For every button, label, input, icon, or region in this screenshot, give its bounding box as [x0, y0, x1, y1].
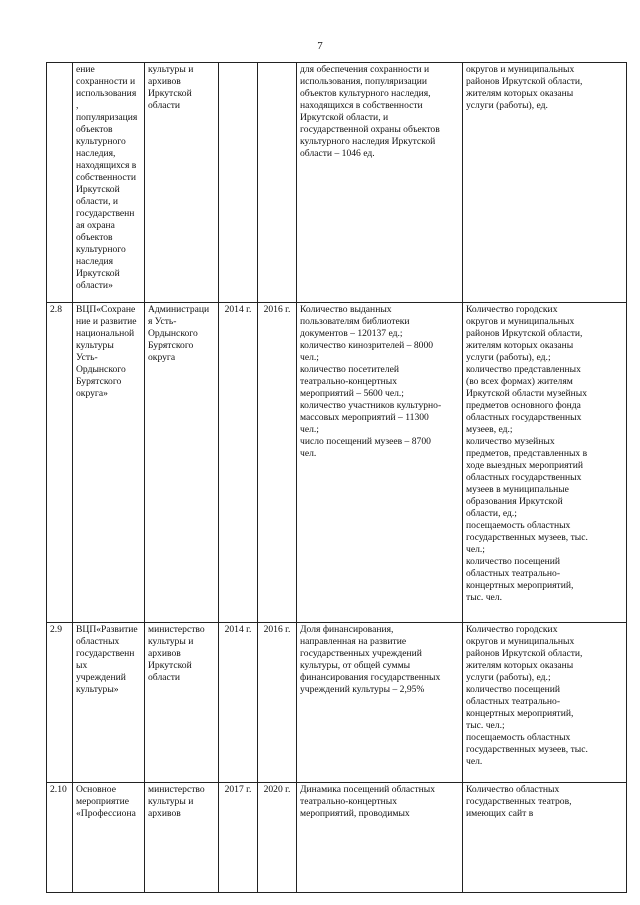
event-name-cell: ВЦП«Сохране ние и развитие национальной культуры Усть- Ордынского Бурятского округа»: [73, 303, 145, 623]
end-year-cell: 2020 г.: [258, 783, 297, 893]
event-name-cell: ВЦП«Развитие областных государственн ых учреждений культуры»: [73, 623, 145, 783]
start-year-cell: 2014 г.: [219, 303, 258, 623]
result-cell: Доля финансирования, направленная на развитие государственных учреждений культуры, от общей суммы финансирования государственных учреждений культуры – 2,95%: [297, 623, 463, 783]
result-cell: Динамика посещений областных театрально-концертных мероприятий, проводимых: [297, 783, 463, 893]
indicators-cell: округов и муниципальных районов Иркутской области, жителям которых оказаны услуги (работы), ед.: [463, 63, 627, 303]
executor-cell: министерство культуры и архивов Иркутской области: [145, 623, 219, 783]
table-row: [47, 783, 627, 893]
event-name-cell: Основное мероприятие «Профессиона: [73, 783, 145, 893]
result-cell: Количество выданных пользователям библиотеки документов – 120137 ед.; количество кинозрителей – 8000 чел.; количество посетителей театрально-концертных мероприятий – 5600 чел.; количество участников культурно- массовых мероприятий – 11300 чел.; число посещений музеев – 8700 чел.: [297, 303, 463, 623]
end-year-cell: 2016 г.: [258, 303, 297, 623]
indicators-cell: Количество городских округов и муниципальных районов Иркутской области, жителям которых оказаны услуги (работы), ед.; количество представленных (во всех формах) жителям Иркутской области музейных предметов основного фонда областных государственных музеев, ед.; количество музейных предметов, представленных в ходе выездных мероприятий областных государственных музеев в муниципальные образования Иркутской области, ед.; посещаемость областных государственных музеев, тыс. чел.; количество посещений областных театрально- концертных мероприятий, тыс. чел.: [463, 303, 627, 623]
end-year-cell: 2016 г.: [258, 623, 297, 783]
start-year-cell: 2014 г.: [219, 623, 258, 783]
result-cell: для обеспечения сохранности и использования, популяризации объектов культурного наследия, находящихся в собственности Иркутской области, и государственной охраны объектов культурного наследия Иркутской области – 1046 ед.: [297, 63, 463, 303]
end-year-cell: [258, 63, 297, 303]
start-year-cell: 2017 г.: [219, 783, 258, 893]
page-number: 7: [317, 40, 323, 52]
row-number-cell: 2.8: [47, 303, 73, 623]
program-table: [46, 62, 627, 893]
event-name-cell: ение сохранности и использования , популяризация объектов культурного наследия, находящихся в собственности Иркутской области, и государственн ая охрана объектов культурного наследия Иркутской области»: [73, 63, 145, 303]
row-number-cell: 2.9: [47, 623, 73, 783]
indicators-cell: Количество областных государственных театров, имеющих сайт в: [463, 783, 627, 893]
start-year-cell: [219, 63, 258, 303]
indicators-cell: Количество городских округов и муниципальных районов Иркутской области, жителям которых оказаны услуги (работы), ед.; количество посещений областных театрально- концертных мероприятий, тыс. чел.; посещаемость областных государственных музеев, тыс. чел.: [463, 623, 627, 783]
row-number-cell: [47, 63, 73, 303]
table-row: [47, 623, 627, 783]
table-row: [47, 63, 627, 303]
executor-cell: Администраци я Усть- Ордынского Бурятского округа: [145, 303, 219, 623]
executor-cell: культуры и архивов Иркутской области: [145, 63, 219, 303]
executor-cell: министерство культуры и архивов: [145, 783, 219, 893]
row-number-cell: 2.10: [47, 783, 73, 893]
table-row: [47, 303, 627, 623]
